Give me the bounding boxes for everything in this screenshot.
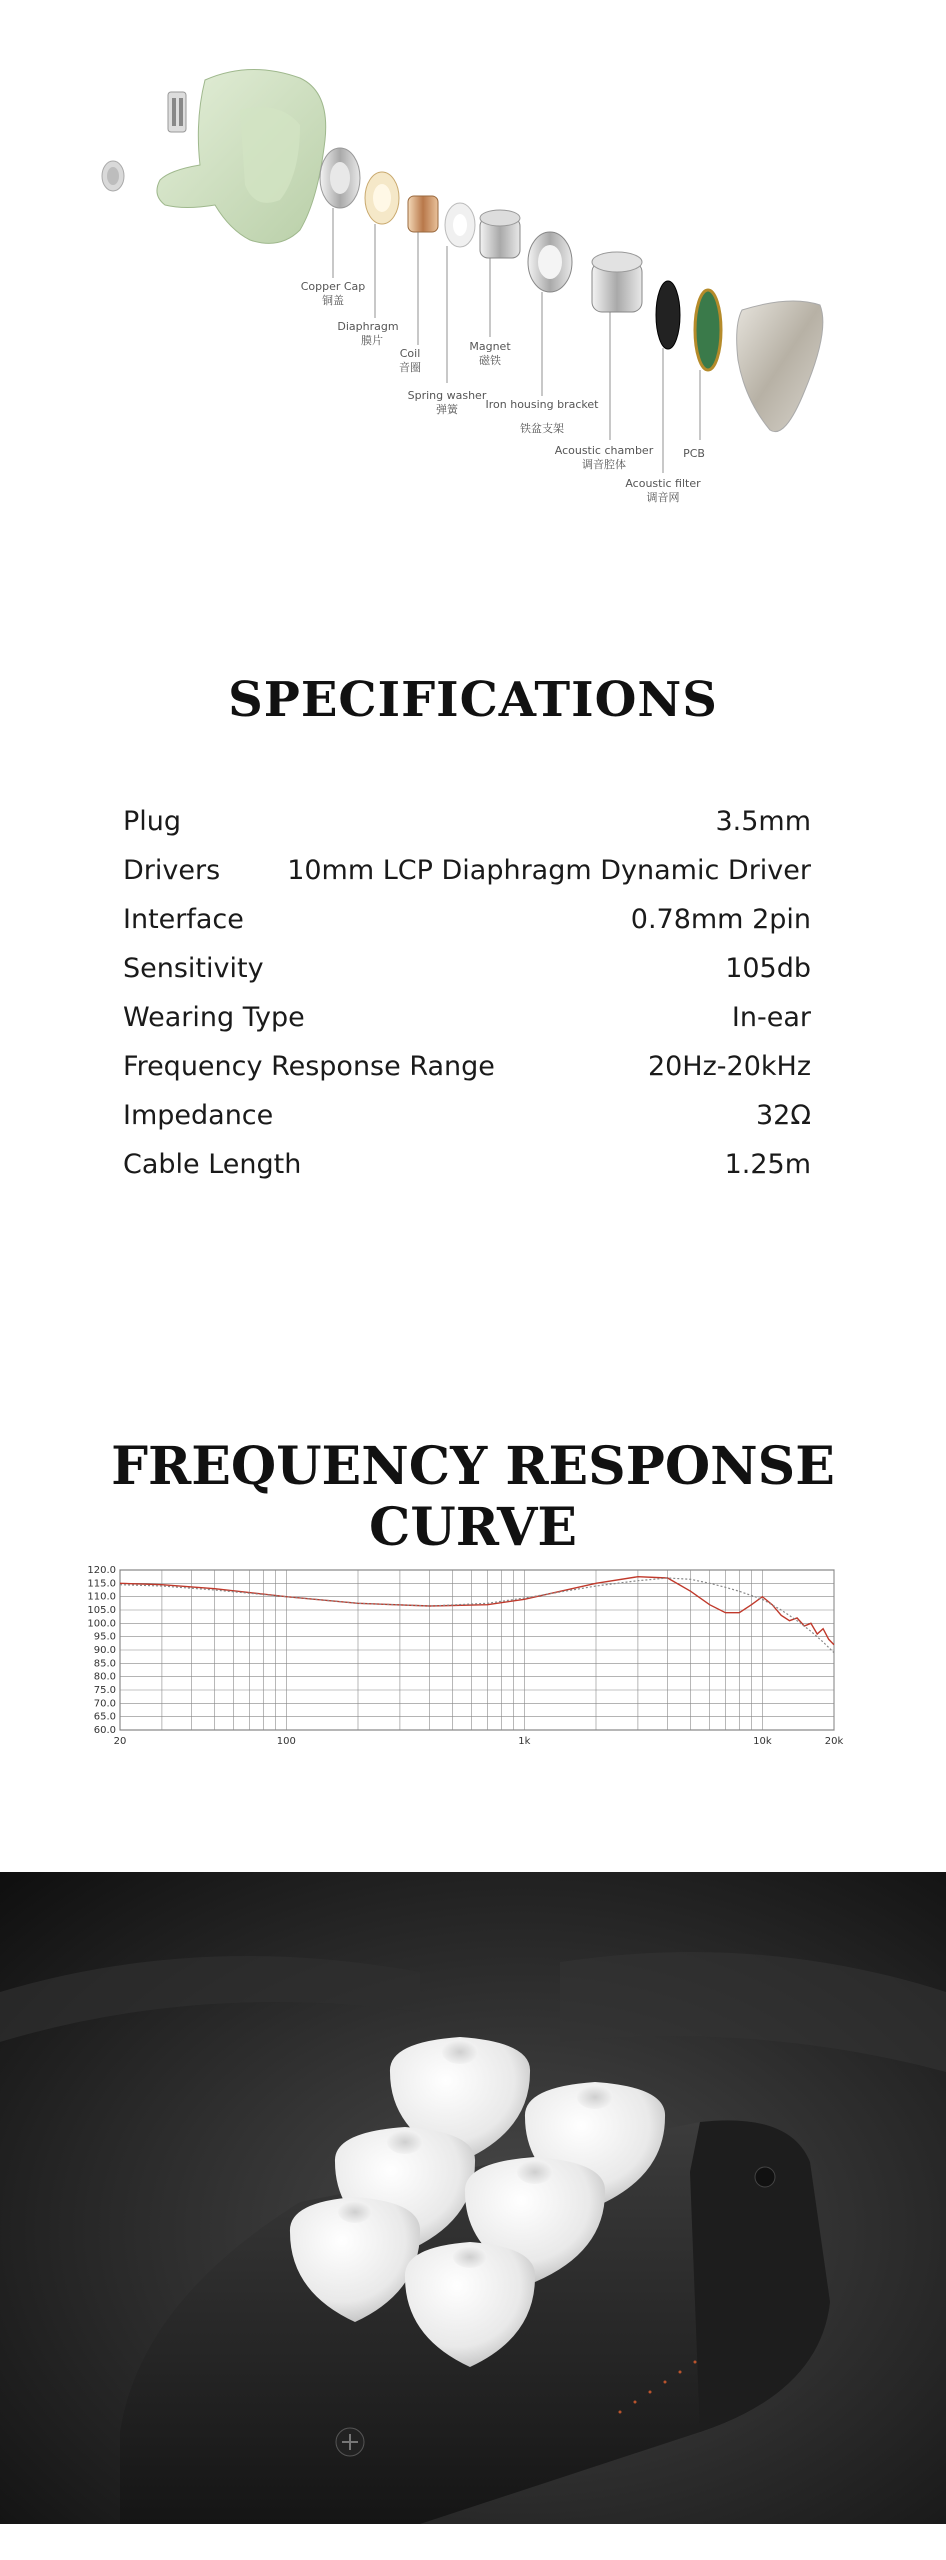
spec-value: 0.78mm 2pin: [630, 904, 811, 935]
label-acoustic-chamber: Acoustic chamber: [554, 444, 654, 457]
y-tick-label: 105.0: [87, 1605, 116, 1616]
label-iron-housing-bracket-zh: 铁盆支架: [520, 422, 564, 435]
spec-value: 32Ω: [756, 1100, 811, 1131]
x-tick-label: 1k: [518, 1736, 531, 1747]
target-response-line: [120, 1578, 834, 1653]
spec-label: Frequency Response Range: [123, 1051, 495, 1082]
frequency-response-title: FREQUENCY RESPONSE CURVE: [111, 1436, 835, 1558]
y-tick-label: 65.0: [93, 1711, 116, 1723]
y-tick-label: 80.0: [93, 1671, 116, 1683]
chart-x-ticks: [114, 1736, 844, 1747]
specifications-table: [123, 806, 811, 1198]
label-acoustic-filter: Acoustic filter: [625, 477, 701, 490]
spec-value: 1.25m: [724, 1149, 811, 1180]
exploded-view-illustration: [0, 0, 946, 560]
y-tick-label: 110.0: [87, 1591, 116, 1603]
pin-connector: [168, 92, 186, 132]
coil-part: [408, 196, 438, 232]
y-tick-label: 115.0: [87, 1578, 116, 1590]
y-tick-label: 95.0: [93, 1631, 116, 1643]
eartips-photo: [0, 1872, 946, 2524]
acoustic-filter-part: [656, 281, 680, 349]
pcb-part: [695, 290, 721, 370]
label-pcb: PCB: [683, 447, 705, 460]
y-tick-label: 70.0: [93, 1698, 116, 1710]
label-acoustic-chamber-zh: 调音腔体: [582, 458, 626, 471]
magnet-part: [480, 210, 520, 258]
x-tick-label: 20: [113, 1736, 127, 1747]
diaphragm-part: [365, 172, 399, 224]
spec-label: Drivers: [123, 855, 221, 886]
iron-housing-bracket-part: [528, 232, 572, 292]
spec-value: 105db: [725, 953, 811, 984]
spec-row-plug: [123, 806, 811, 855]
acoustic-chamber-part: [592, 252, 642, 312]
spec-value: In-ear: [731, 1002, 811, 1033]
spec-row-sensitivity: [123, 953, 811, 1002]
spec-label: Impedance: [123, 1100, 274, 1131]
spec-row-interface: [123, 904, 811, 953]
spec-label: Cable Length: [123, 1149, 302, 1180]
frequency-response-chart: [80, 1560, 860, 1760]
label-copper-cap-zh: 铜盖: [322, 294, 344, 307]
label-copper-cap: Copper Cap: [300, 280, 366, 293]
y-tick-label: 90.0: [93, 1645, 116, 1656]
x-tick-label: 100: [276, 1736, 296, 1747]
chart-grid: [120, 1570, 834, 1730]
spec-row-wearing-type: [123, 1002, 811, 1051]
spec-value: 10mm LCP Diaphragm Dynamic Driver: [287, 855, 811, 886]
label-diaphragm-zh: 膜片: [361, 334, 383, 347]
spec-label: Wearing Type: [123, 1002, 305, 1033]
label-coil: Coil: [399, 347, 421, 360]
y-tick-label: 100.0: [87, 1618, 116, 1630]
label-spring-washer: Spring washer: [407, 389, 487, 402]
label-acoustic-filter-zh: 调音网: [646, 491, 680, 504]
spec-value: 3.5mm: [715, 806, 811, 837]
label-magnet: Magnet: [469, 340, 511, 353]
label-iron-housing-bracket: Iron housing bracket: [485, 398, 599, 411]
spec-row-cable-length: [123, 1149, 811, 1198]
label-diaphragm: Diaphragm: [337, 320, 399, 333]
faceplate-part: [737, 301, 823, 432]
spec-row-drivers: [123, 855, 811, 904]
y-tick-label: 120.0: [87, 1565, 116, 1576]
chart-series: [120, 1577, 834, 1653]
specifications-title: SPECIFICATIONS: [228, 672, 718, 728]
part-labels: [301, 280, 705, 504]
spring-washer-part: [445, 203, 475, 247]
spec-row-impedance: [123, 1100, 811, 1149]
x-tick-label: 20k: [824, 1736, 844, 1747]
spec-label: Interface: [123, 904, 244, 935]
x-tick-label: 10k: [753, 1736, 772, 1747]
copper-cap-part: [320, 148, 360, 208]
spec-label: Sensitivity: [123, 953, 264, 984]
spec-value: 20Hz-20kHz: [647, 1051, 811, 1082]
measured-response-line: [120, 1577, 834, 1645]
y-tick-label: 60.0: [93, 1725, 116, 1736]
y-tick-label: 85.0: [93, 1658, 116, 1670]
y-tick-label: 75.0: [93, 1685, 116, 1696]
chart-y-ticks: [87, 1565, 116, 1736]
spec-label: Plug: [123, 806, 182, 837]
label-magnet-zh: 磁铁: [479, 354, 501, 367]
nozzle-mesh: [102, 161, 124, 191]
eartips-illustration: [0, 1872, 946, 2524]
spec-row-frequency-response-range: [123, 1051, 811, 1100]
label-coil-zh: 音圈: [399, 361, 421, 374]
exploded-view-diagram: [0, 0, 946, 560]
label-spring-washer-zh: 弹簧: [436, 403, 458, 416]
